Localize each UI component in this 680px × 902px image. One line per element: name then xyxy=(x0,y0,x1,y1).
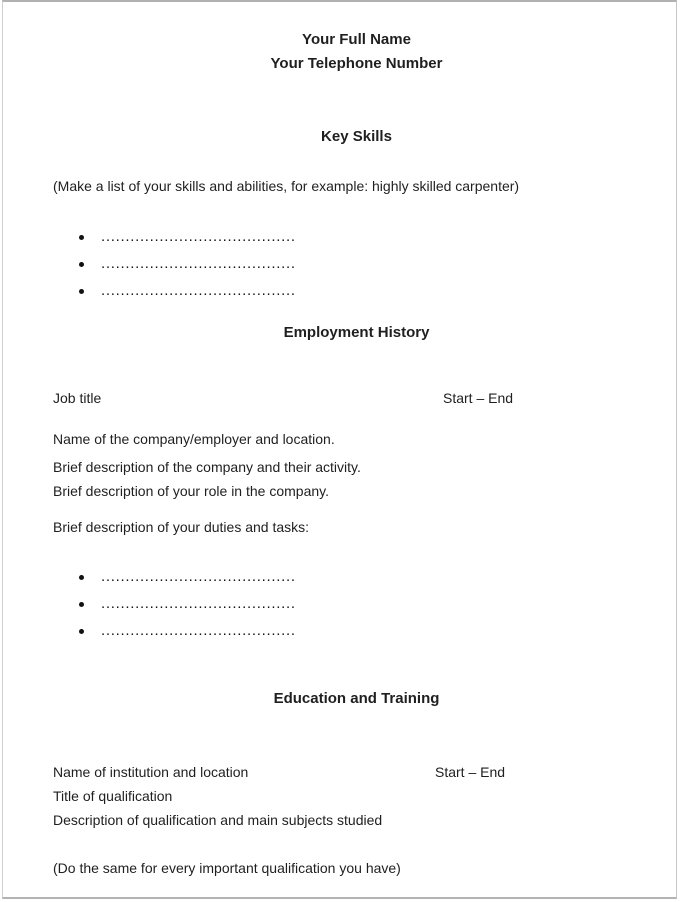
employment-date-range: Start – End xyxy=(443,390,514,406)
employment-history-title: Employment History xyxy=(283,324,430,341)
dotted-line: ........................................ xyxy=(101,228,296,245)
company-name-line: Name of the company/employer and location. xyxy=(53,431,335,447)
qualification-description-line: Description of qualification and main subjects studied xyxy=(53,812,383,828)
education-training-title: Education and Training xyxy=(273,690,440,707)
list-item xyxy=(79,569,296,585)
key-skills-title: Key Skills xyxy=(321,128,392,145)
dotted-line: ........................................ xyxy=(101,622,296,639)
telephone-heading: Your Telephone Number xyxy=(270,55,443,72)
education-note: (Do the same for every important qualification you have) xyxy=(53,860,401,876)
bullet-icon xyxy=(79,235,84,240)
list-item xyxy=(79,596,296,612)
dotted-line: ........................................ xyxy=(101,255,296,272)
bullet-icon xyxy=(79,629,84,634)
role-line: Brief description of your role in the company. xyxy=(53,483,329,499)
list-item xyxy=(79,283,296,299)
bullet-icon xyxy=(79,289,84,294)
bullet-icon xyxy=(79,262,84,267)
education-date-range: Start – End xyxy=(435,764,506,780)
full-name-heading: Your Full Name xyxy=(302,31,411,48)
document-page xyxy=(2,0,677,899)
list-item xyxy=(79,623,296,639)
duties-label: Brief description of your duties and tasks: xyxy=(53,519,310,535)
dotted-line: ........................................ xyxy=(101,282,296,299)
company-activity-line: Brief description of the company and their activity. xyxy=(53,459,361,475)
bullet-icon xyxy=(79,602,84,607)
dotted-line: ........................................ xyxy=(101,595,296,612)
job-title-label: Job title xyxy=(53,390,102,406)
list-item xyxy=(79,256,296,272)
bullet-icon xyxy=(79,575,84,580)
key-skills-hint: (Make a list of your skills and abilities, for example: highly skilled carpenter) xyxy=(53,178,520,194)
qualification-title-line: Title of qualification xyxy=(53,788,173,804)
dotted-line: ........................................ xyxy=(101,568,296,585)
list-item xyxy=(79,229,296,245)
institution-label: Name of institution and location xyxy=(53,764,249,780)
